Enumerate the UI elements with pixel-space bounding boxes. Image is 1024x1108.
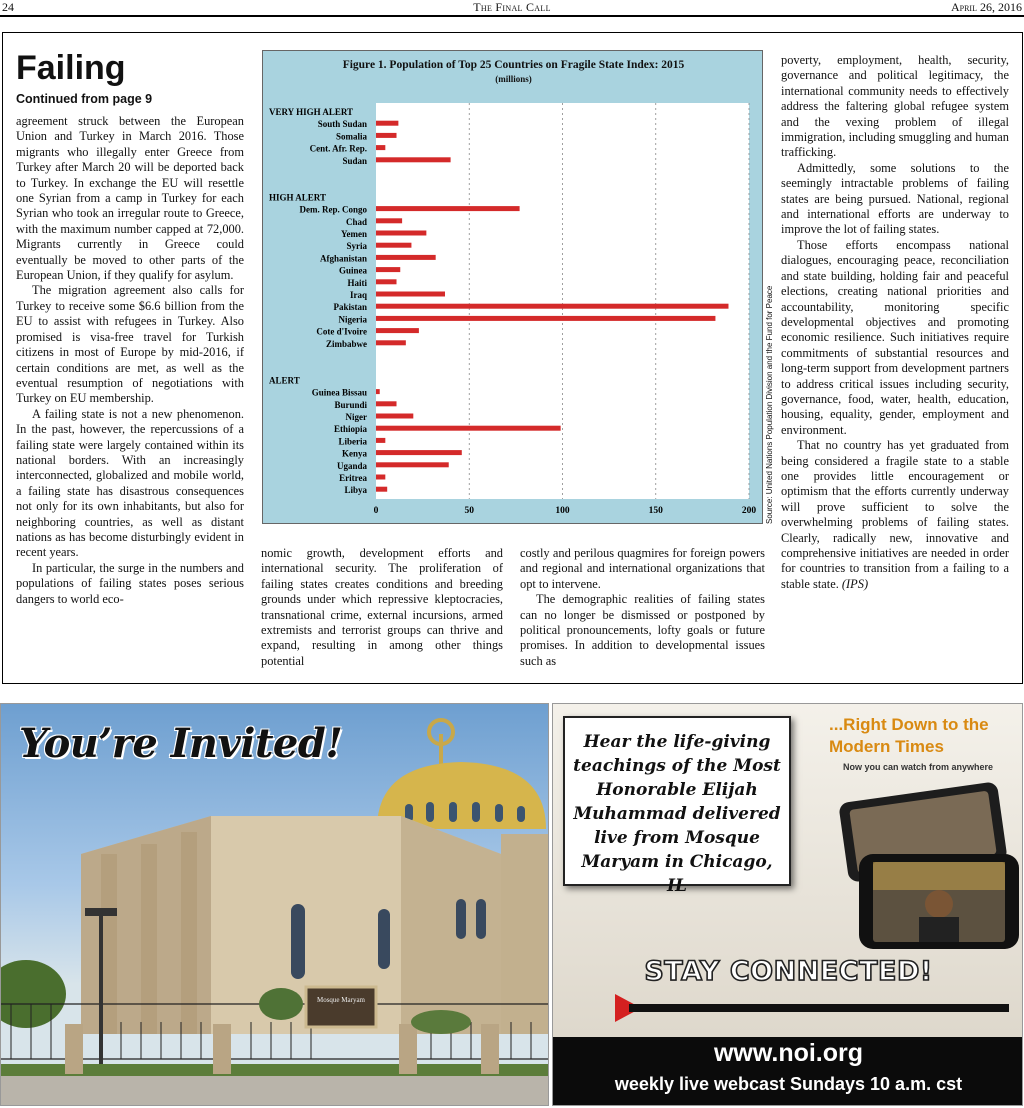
- chart-bar: [376, 121, 398, 126]
- chart-tick-label: 100: [555, 506, 570, 516]
- article-column-4: [781, 53, 1009, 592]
- paragraph: costly and perilous quagmires for foreign powers and regional and international organizations that opt to intervene.: [520, 546, 765, 591]
- chart-title: Figure 1. Population of Top 25 Countries on Fragile State Index: 2015: [342, 59, 685, 71]
- chart-bar: [376, 389, 380, 394]
- chart-category-label: Haiti: [347, 277, 367, 288]
- chart-bar: [376, 316, 715, 321]
- chart-category-label: Sudan: [342, 155, 367, 166]
- chart-category-label: Burundi: [334, 399, 367, 410]
- chart-category-label: Afghanistan: [319, 253, 367, 264]
- issue-date: April 26, 2016: [950, 0, 1022, 14]
- paragraph: A failing state is not a new phenomenon. In the past, however, the repercussions of a failing state were largely contained within its national borders. With an increasingly interconnected, globalized and mobile world, a failing state has disastrous consequences not only for its own inhabitants, but also for neighboring countries, as well as distant nations as has become disturbingly evident in recent years.: [16, 406, 244, 560]
- page-header: [0, 0, 1024, 16]
- stay-connected-heading: STAY CONNECTED!: [644, 956, 933, 987]
- paragraph: poverty, employment, health, security, governance and political legitimacy, the international community needs to effectively address the faltering global refugee system and the vexing problem of illegal immigration, including smuggling and human trafficking.: [781, 53, 1009, 160]
- chart-group-label: HIGH ALERT: [269, 192, 326, 203]
- chart-category-label: Niger: [345, 412, 367, 422]
- chart-bar: [376, 475, 385, 480]
- chart-bar: [376, 255, 436, 260]
- chart-category-label: Liberia: [338, 436, 367, 447]
- chart-category-label: Cote d'Ivoire: [316, 326, 367, 337]
- chart-category-label: Iraq: [349, 290, 367, 300]
- chart-bar: [376, 450, 462, 455]
- figure-chart: [262, 50, 763, 524]
- chart-subtitle: (millions): [495, 74, 532, 84]
- chart-category-label: South Sudan: [317, 119, 367, 130]
- devices-illustration: [553, 704, 1023, 1037]
- chart-bar: [376, 243, 411, 248]
- chart-svg: [263, 51, 764, 525]
- chart-tick-label: 150: [648, 506, 663, 516]
- paragraph: In particular, the surge in the numbers and populations of failing states poses serious dangers to world eco-: [16, 560, 244, 606]
- chart-category-label: Yemen: [341, 229, 367, 239]
- webcast-schedule: weekly live webcast Sundays 10 a.m. cst: [614, 1074, 963, 1094]
- paragraph: agreement struck between the European Union and Turkey in March 2016. Those migrants who illegally enter Greece from Turkey after March 20 will be deported back to Turkey. In exchange the EU will resettle one Syrian from a camp in Turkey for each Syrian who took an irregular route to Greece, with the maximum number capped at 72,000. Migrants currently in Greece could eventually be moved to other parts of the European Union, if they qualify for asylum.: [16, 114, 244, 283]
- paragraph: Admittedly, some solutions to the seemingly intractable problems of failing states are being pursued. National, regional and international efforts are underway to improve the lot of failing states.: [781, 160, 1009, 237]
- chart-bar: [376, 157, 451, 162]
- chart-bar: [376, 145, 385, 150]
- chart-bar: [376, 218, 402, 223]
- page-number: 24: [2, 0, 14, 14]
- continued-note: Continued from page 9: [16, 92, 153, 106]
- chart-category-label: Chad: [345, 216, 367, 227]
- chart-bar: [376, 401, 397, 406]
- article-column-3: [520, 546, 765, 669]
- chart-bar: [376, 414, 413, 419]
- chart-group-label: VERY HIGH ALERT: [269, 107, 354, 117]
- chart-tick-label: 200: [741, 506, 757, 516]
- chart-tick-label: 0: [373, 506, 379, 516]
- chart-source: Source: United Nations Population Division and the Fund for Peace: [765, 285, 774, 524]
- website-link[interactable]: www.noi.org: [713, 1039, 864, 1067]
- chart-bar: [376, 426, 561, 431]
- chart-bar: [376, 340, 406, 345]
- chart-category-label: Ethiopia: [333, 424, 367, 435]
- chart-category-label: Nigeria: [338, 314, 367, 325]
- chart-category-label: Guinea Bissau: [311, 387, 367, 398]
- paragraph: Those efforts encompass national dialogues, encouraging peace, reconciliation and state building, holding fair and peaceful elections, creating national priorities and accountability, monitoring specific developmental objectives and promoting economic resilience. Such initiatives require commitments of substantial resources and long-term support from development partners to address critical issues including security, governance, food, water, health, education, housing, equality, gender, employment and environment.: [781, 237, 1009, 437]
- teachings-box: Hear the life-giving teachings of the Most Honorable Elijah Muhammad delivered live from Mosque Maryam in Chicago, IL: [563, 716, 791, 886]
- chart-category-label: Zimbabwe: [325, 338, 367, 349]
- chart-category-label: Syria: [346, 241, 367, 252]
- chart-bar: [376, 304, 728, 309]
- chart-bar: [376, 206, 520, 211]
- chart-bar: [376, 462, 449, 467]
- article-title: Failing: [16, 49, 126, 87]
- article-column-1: [16, 114, 244, 607]
- paragraph: The migration agreement also calls for Turkey to receive some $6.6 billion from the EU to assist with refugees in Turkey. Also promised is visa-free travel for Turkish citizens in most of Europe by mid-2016, if certain conditions are met, as well as the eventual resumption of negotiations with Turkey on EU membership.: [16, 283, 244, 406]
- chart-category-label: Libya: [344, 485, 367, 496]
- chart-bar: [376, 267, 400, 272]
- chart-tick-label: 50: [464, 506, 474, 516]
- chart-group-label: ALERT: [269, 375, 300, 386]
- article-column-2: [261, 546, 503, 669]
- chart-bar: [376, 328, 419, 333]
- front-phone-icon: [859, 854, 1019, 949]
- invitation-ad[interactable]: [0, 703, 549, 1106]
- paragraph: [781, 438, 1009, 592]
- chart-bar: [376, 438, 385, 443]
- chart-category-label: Eritrea: [339, 473, 367, 483]
- publication-name: The Final Call: [473, 0, 551, 14]
- byline: (IPS): [841, 576, 869, 591]
- chart-category-label: Pakistan: [333, 302, 367, 313]
- mosque-sign-label: Mosque Maryam: [316, 996, 366, 1004]
- chart-category-label: Uganda: [336, 460, 367, 471]
- chart-bar: [376, 133, 397, 138]
- webcast-ad[interactable]: [552, 703, 1023, 1106]
- chart-category-label: Cent. Afr. Rep.: [309, 143, 367, 154]
- chart-category-label: Kenya: [341, 448, 367, 459]
- paragraph: nomic growth, development efforts and international security. The proliferation of failing states creates conditions and breeding grounds under which repressive kleptocracies, transnational crime, external incursions, armed extremists and terrorist groups can thrive and expand, resulting in among other things potential: [261, 546, 503, 668]
- chart-bar: [376, 292, 445, 297]
- modern-times-heading: ...Right Down to the Modern Times: [829, 715, 989, 756]
- arrow-rule: [629, 1004, 1009, 1012]
- paragraph: The demographic realities of failing states can no longer be dismissed or postponed by political pronouncements, lofty goals or future promises. In addition to developmental issues such as: [520, 592, 765, 668]
- header-rule: [0, 15, 1024, 17]
- paragraph-text: That no country has yet graduated from being considered a fragile state to a stable one provides little encouragement or optimism that the efforts currently underway will prove sufficient to solve the overwhelming problems of failing states. Clearly, radically new, innovative and comprehensive initiatives are needed in order for countries to transition from a failing to a stable state.: [781, 438, 1009, 591]
- chart-category-label: Guinea: [338, 265, 367, 276]
- chart-bar: [376, 279, 397, 284]
- chart-bar: [376, 487, 387, 492]
- chart-category-label: Somalia: [335, 131, 367, 142]
- invited-headline: You’re Invited!: [19, 720, 343, 767]
- chart-category-label: Dem. Rep. Congo: [299, 204, 367, 215]
- watch-anywhere-text: Now you can watch from anywhere: [843, 762, 994, 772]
- chart-bar: [376, 231, 426, 236]
